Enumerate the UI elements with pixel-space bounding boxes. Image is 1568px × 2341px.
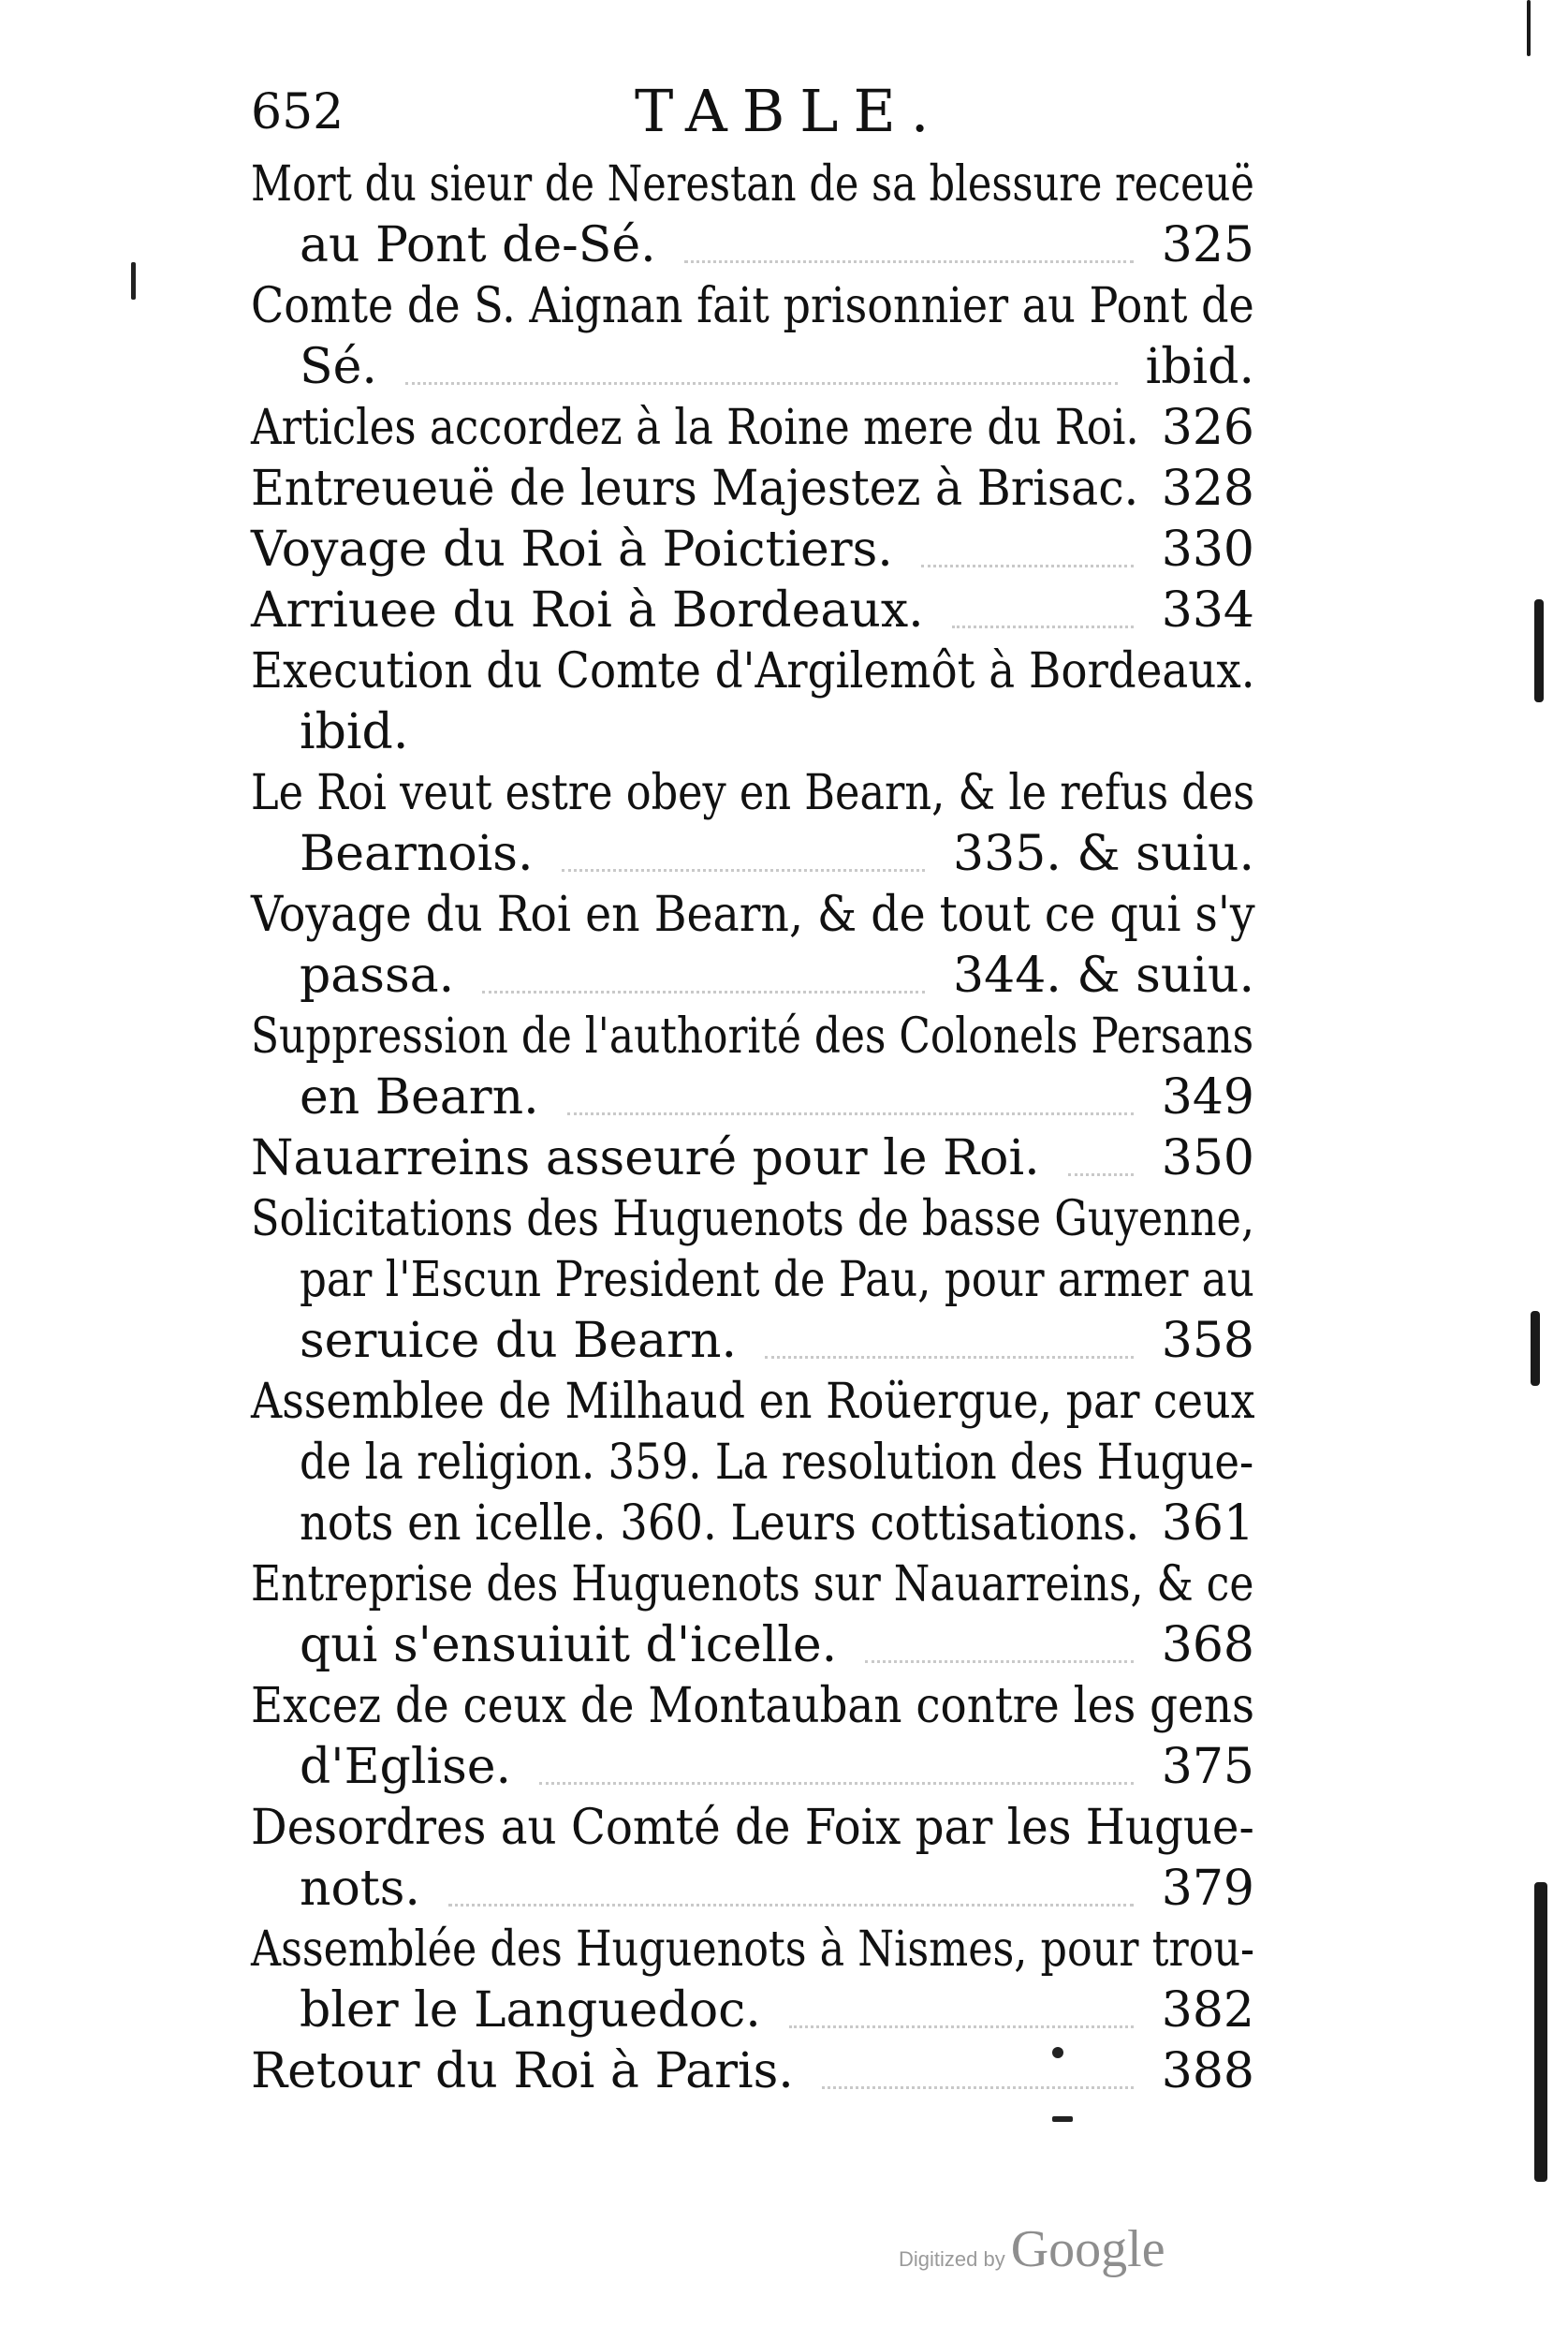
entry-text: Excez de ceux de Montauban contre les gens [251, 1678, 1254, 1734]
entry-text: nots. [300, 1861, 420, 1917]
entry-text: par l'Escun President de Pau, pour armer au [300, 1252, 1254, 1308]
entry-text: passa. [300, 948, 455, 1004]
leader-dots [921, 561, 1134, 567]
entry-text: Comte de S. Aignan fait prisonnier au Pont de [251, 278, 1254, 334]
leader-dots [865, 1656, 1134, 1663]
index-entry [251, 1189, 1254, 1372]
leader-dots [448, 1900, 1134, 1907]
index-entry [251, 1372, 1254, 1554]
page-number: 652 [251, 84, 344, 140]
index-entry [251, 1676, 1254, 1798]
digitized-watermark [899, 2219, 1165, 2279]
entry-line [251, 276, 1254, 337]
entry-text: qui s'ensuiuit d'icelle. [300, 1617, 838, 1673]
index-entry [251, 641, 1254, 763]
entry-line [251, 215, 1254, 276]
binding-shadow [1531, 1311, 1540, 1386]
leader-dots [482, 987, 925, 994]
watermark-logo: Google [1010, 2220, 1165, 2278]
index-entry [251, 155, 1254, 276]
ink-speck [1052, 2047, 1063, 2058]
index-entry [251, 276, 1254, 398]
page-reference: 344. & suiu. [953, 948, 1254, 1004]
entry-line [251, 1676, 1254, 1737]
entry-text: Entreprise des Huguenots sur Nauarreins, & ce [251, 1556, 1254, 1612]
entry-line [251, 1920, 1254, 1980]
leader-dots [952, 622, 1134, 628]
leader-dots [405, 378, 1118, 385]
page-reference: ibid. [1145, 339, 1254, 395]
entry-line [251, 581, 1254, 641]
leader-dots [789, 2022, 1134, 2028]
watermark-prefix: Digitized by [899, 2247, 1005, 2271]
entry-text: bler le Languedoc. [300, 1982, 761, 2039]
ink-speck [1052, 2116, 1073, 2122]
index-entry [251, 1920, 1254, 2041]
index-entry [251, 1798, 1254, 1920]
entry-text: en Bearn. [300, 1069, 539, 1126]
entry-text: Entreueuë de leurs Majestez à Brisac. [251, 461, 1139, 517]
entry-line [251, 337, 1254, 398]
entry-line [251, 1250, 1254, 1311]
binding-shadow [1534, 1882, 1547, 2182]
entry-text: Arriuee du Roi à Bordeaux. [251, 582, 924, 639]
page-header [251, 77, 1254, 161]
entry-line [251, 520, 1254, 581]
binding-shadow [1527, 0, 1531, 56]
entry-text: Suppression de l'authorité des Colonels Persans [251, 1009, 1254, 1065]
entry-line [251, 946, 1254, 1007]
entry-line [251, 1980, 1254, 2041]
entry-line [251, 1067, 1254, 1128]
entry-text: Assemblee de Milhaud en Roüergue, par ceux [251, 1374, 1255, 1430]
entry-line [251, 885, 1254, 946]
entry-text: Retour du Roi à Paris. [251, 2043, 794, 2099]
entry-line [251, 824, 1254, 885]
leader-dots [684, 257, 1134, 263]
entry-text: d'Eglise. [300, 1739, 512, 1795]
leader-dots [539, 1778, 1134, 1785]
entry-line [251, 1798, 1254, 1859]
page-reference: 375 [1161, 1739, 1254, 1795]
entry-line [251, 1189, 1254, 1250]
entry-line [251, 641, 1254, 702]
entry-text: Nauarreins asseuré pour le Roi. [251, 1130, 1040, 1186]
entry-line [251, 1311, 1254, 1372]
entry-line [251, 1494, 1254, 1554]
index-entry [251, 581, 1254, 641]
entry-text: nots en icelle. 360. Leurs cottisations. [300, 1495, 1140, 1552]
index-entry [251, 1128, 1254, 1189]
entry-line [251, 1128, 1254, 1189]
entry-line [251, 1615, 1254, 1676]
page-reference: 361 [1161, 1495, 1254, 1552]
page-reference: 334 [1161, 582, 1254, 639]
leader-dots [1068, 1170, 1134, 1176]
index-entry [251, 459, 1254, 520]
entry-line [251, 2041, 1254, 2102]
entry-line [251, 763, 1254, 824]
entry-line [251, 1859, 1254, 1920]
entry-line [251, 1007, 1254, 1067]
entry-line [251, 1433, 1254, 1494]
entry-line [251, 459, 1254, 520]
entry-text: ibid. [300, 704, 409, 760]
entry-text: Mort du sieur de Nerestan de sa blessure receuë [251, 156, 1254, 213]
index-entry [251, 1554, 1254, 1676]
page-reference: 368 [1161, 1617, 1254, 1673]
index-entry [251, 520, 1254, 581]
page-reference: 335. & suiu. [953, 826, 1254, 882]
entry-text: au Pont de-Sé. [300, 217, 656, 273]
page-reference: 326 [1161, 400, 1254, 456]
page-reference: 358 [1161, 1313, 1254, 1369]
page-reference: 330 [1161, 522, 1254, 578]
page-reference: 350 [1161, 1130, 1254, 1186]
entry-text: Le Roi veut estre obey en Bearn, & le refus des [251, 765, 1255, 821]
entry-text: Sé. [300, 339, 377, 395]
entry-line [251, 1372, 1254, 1433]
leader-dots [562, 865, 925, 872]
entry-text: Solicitations des Huguenots de basse Guyenne, [251, 1191, 1255, 1247]
index-entry [251, 1007, 1254, 1128]
entry-line [251, 1554, 1254, 1615]
entry-line [251, 155, 1254, 215]
leader-dots [822, 2083, 1134, 2089]
page-reference: 388 [1161, 2043, 1254, 2099]
page-reference: 382 [1161, 1982, 1254, 2039]
entry-line [251, 1737, 1254, 1798]
ink-speck [131, 262, 136, 300]
entry-line [251, 702, 1254, 763]
page-reference: 325 [1161, 217, 1254, 273]
index-entry [251, 2041, 1254, 2102]
entry-text: Desordres au Comté de Foix par les Hugue- [251, 1800, 1254, 1856]
page-reference: 328 [1161, 461, 1254, 517]
page-title: TABLE. [635, 77, 945, 145]
entry-text: Assemblée des Huguenots à Nismes, pour trou- [251, 1921, 1255, 1978]
binding-shadow [1534, 599, 1544, 702]
entry-line [251, 398, 1254, 459]
entry-text: de la religion. 359. La resolution des Hugue- [300, 1435, 1254, 1491]
entry-text: Voyage du Roi en Bearn, & de tout ce qui s'y [251, 887, 1255, 943]
page-reference: 379 [1161, 1861, 1254, 1917]
leader-dots [567, 1109, 1134, 1115]
index-entry [251, 885, 1254, 1007]
leader-dots [765, 1352, 1134, 1359]
index-entries [251, 155, 1254, 2102]
entry-text: Execution du Comte d'Argilemôt à Bordeaux. [251, 643, 1255, 699]
entry-text: Voyage du Roi à Poictiers. [251, 522, 893, 578]
entry-text: Bearnois. [300, 826, 534, 882]
index-entry [251, 763, 1254, 885]
entry-text: Articles accordez à la Roine mere du Roi. [251, 400, 1139, 456]
page-reference: 349 [1161, 1069, 1254, 1126]
index-entry [251, 398, 1254, 459]
entry-text: seruice du Bearn. [300, 1313, 738, 1369]
